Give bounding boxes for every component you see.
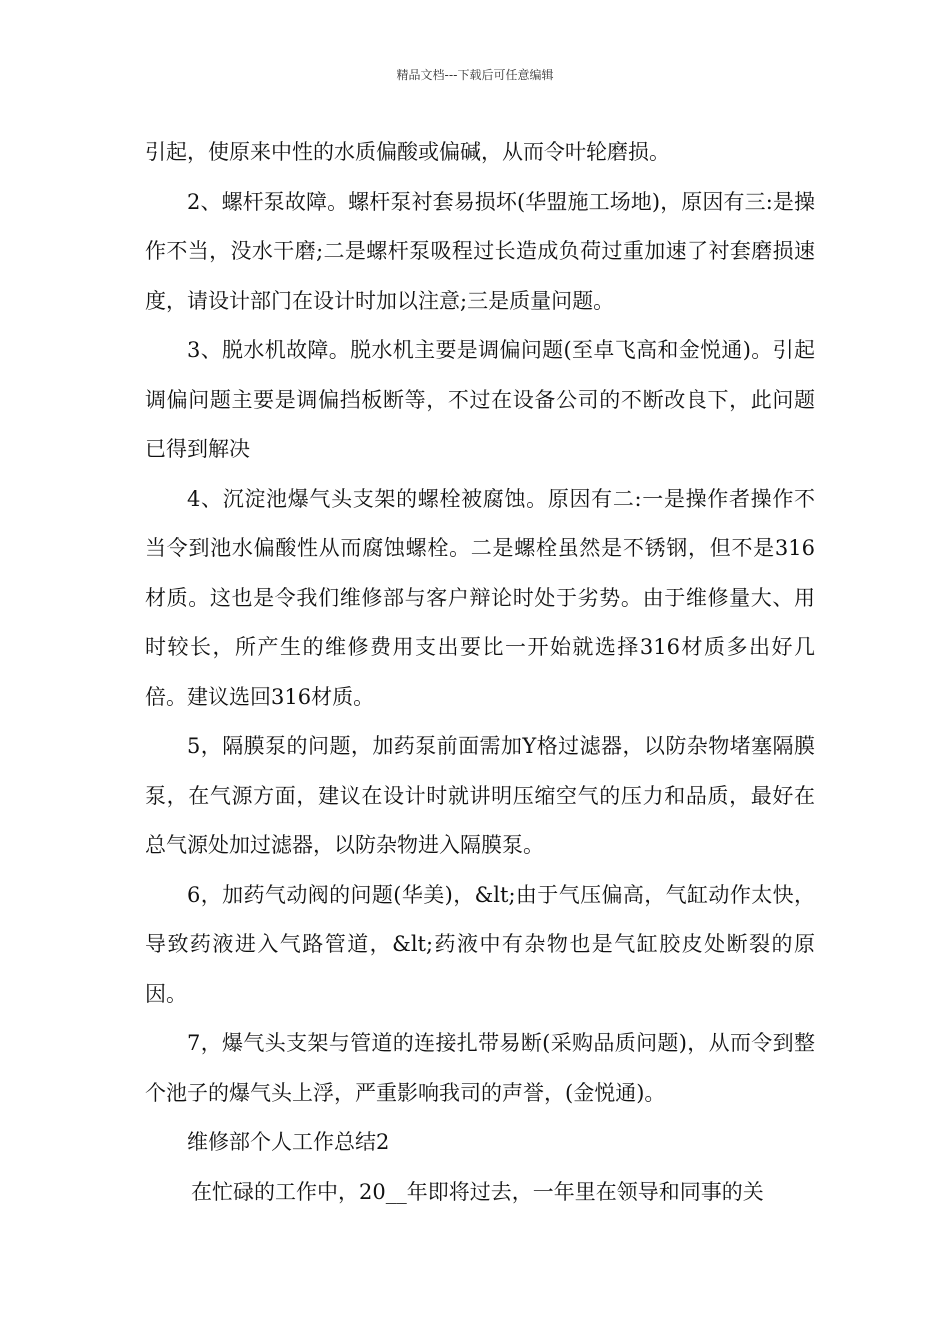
paragraph-item-2: 2、螺杆泵故障。螺杆泵衬套易损坏(华盟施工场地)，原因有三:是操作不当，没水干磨;二是螺杆泵吸程过长造成负荷过重加速了衬套磨损速度，请设计部门在设计时加以注意;三是质量问题。 (145, 189, 815, 313)
section-heading: 维修部个人工作总结2 (187, 1130, 390, 1154)
paragraph-item-5: 5，隔膜泵的问题，加药泵前面需加Y格过滤器，以防杂物堵塞隔膜泵，在气源方面，建议在设计时就讲明压缩空气的压力和品质，最好在总气源处加过滤器，以防杂物进入隔膜泵。 (145, 734, 815, 857)
paragraph-intro: 在忙碌的工作中，20__年即将过去，一年里在领导和同事的关 (191, 1179, 764, 1204)
paragraph-item-3: 3、脱水机故障。脱水机主要是调偏问题(至卓飞高和金悦通)。引起调偏问题主要是调偏挡板断等，不过在设备公司的不断改良下，此问题已得到解决 (145, 338, 815, 461)
paragraph-continuation: 引起，使原来中性的水质偏酸或偏碱，从而令叶轮磨损。 (145, 140, 670, 164)
paragraph-item-7: 7，爆气头支架与管道的连接扎带易断(采购品质问题)，从而令到整个池子的爆气头上浮，严重影响我司的声誉，(金悦通)。 (145, 1031, 815, 1105)
paragraph-item-6: 6，加药气动阀的问题(华美)，&lt;由于气压偏高，气缸动作太快，导致药液进入气路管道，&lt;药液中有杂物也是气缸胶皮处断裂的原因。 (145, 882, 815, 1006)
document-body (145, 128, 815, 1217)
paragraph-item-4: 4、沉淀池爆气头支架的螺栓被腐蚀。原因有二:一是操作者操作不当令到池水偏酸性从而腐蚀螺栓。二是螺栓虽然是不锈钢，但不是316材质。这也是令我们维修部与客户辩论时处于劣势。由于维修量大、用时较长，所产生的维修费用支出要比一开始就选择316材质多出好几倍。建议选回316材质。 (145, 486, 815, 709)
page-header: 精品文档---下载后可任意编辑 (396, 68, 554, 82)
